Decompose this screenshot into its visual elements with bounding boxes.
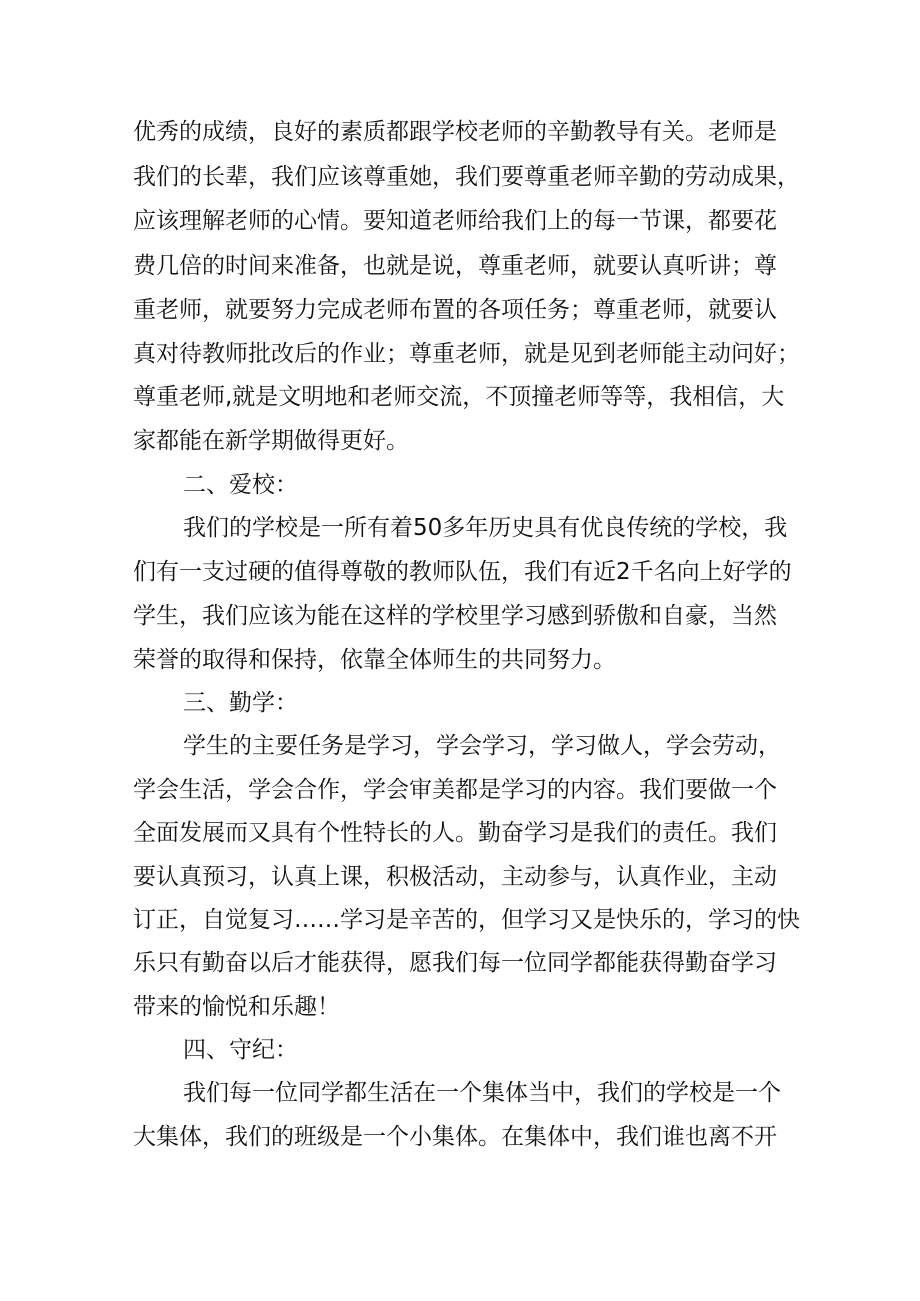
paragraph-line: 要认真预习，认真上课，积极活动，主动参与，认真作业，主动 xyxy=(133,864,777,890)
paragraph-line: 我们的长辈，我们应该尊重她，我们要尊重老师辛勤的劳动成果， xyxy=(133,164,800,190)
paragraph-line: 学生，我们应该为能在这样的学校里学习感到骄傲和自豪，当然 xyxy=(133,603,777,629)
section-heading: 三、勤学： xyxy=(183,690,298,716)
paragraph-line: 学会生活，学会合作，学会审美都是学习的内容。我们要做一个 xyxy=(133,777,777,803)
section-heading: 二、爱校： xyxy=(183,472,298,498)
paragraph-line: 荣誉的取得和保持，依靠全体师生的共同努力。 xyxy=(133,647,616,673)
paragraph-line: 订正，自觉复习……学习是辛苦的，但学习又是快乐的，学习的快 xyxy=(133,907,800,933)
paragraph-line: 重老师，就要努力完成老师布置的各项任务；尊重老师，就要认 xyxy=(133,297,777,323)
paragraph-line: 应该理解老师的心情。要知道老师给我们上的每一节课，都要花 xyxy=(133,208,777,234)
paragraph-line: 全面发展而又具有个性特长的人。勤奋学习是我们的责任。我们 xyxy=(133,820,777,846)
paragraph-line: 大集体，我们的班级是一个小集体。在集体中，我们谁也离不开 xyxy=(133,1124,777,1150)
paragraph-line: 优秀的成绩，良好的素质都跟学校老师的辛勤教导有关。老师是 xyxy=(133,119,777,145)
paragraph-line: 我们每一位同学都生活在一个集体当中，我们的学校是一个 xyxy=(183,1080,781,1106)
paragraph-line: 费几倍的时间来准备，也就是说，尊重老师，就要认真听讲；尊 xyxy=(133,253,777,279)
paragraph-line: 家都能在新学期做得更好。 xyxy=(133,428,409,454)
paragraph-line: 带来的愉悦和乐趣！ xyxy=(133,994,340,1020)
paragraph-line: 学生的主要任务是学习，学会学习，学习做人，学会劳动， xyxy=(183,733,781,759)
section-heading: 四、守纪： xyxy=(183,1037,298,1063)
paragraph-line: 我们的学校是一所有着50多年历史具有优良传统的学校，我 xyxy=(183,515,788,541)
paragraph-line: 真对待教师批改后的作业；尊重老师，就是见到老师能主动问好； xyxy=(133,341,800,367)
paragraph-line: 尊重老师,就是文明地和老师交流，不顶撞老师等等，我相信，大 xyxy=(133,384,785,410)
paragraph-line: 乐只有勤奋以后才能获得，愿我们每一位同学都能获得勤奋学习 xyxy=(133,950,777,976)
paragraph-line: 们有一支过硬的值得尊敬的教师队伍，我们有近2千名向上好学的 xyxy=(133,559,792,585)
